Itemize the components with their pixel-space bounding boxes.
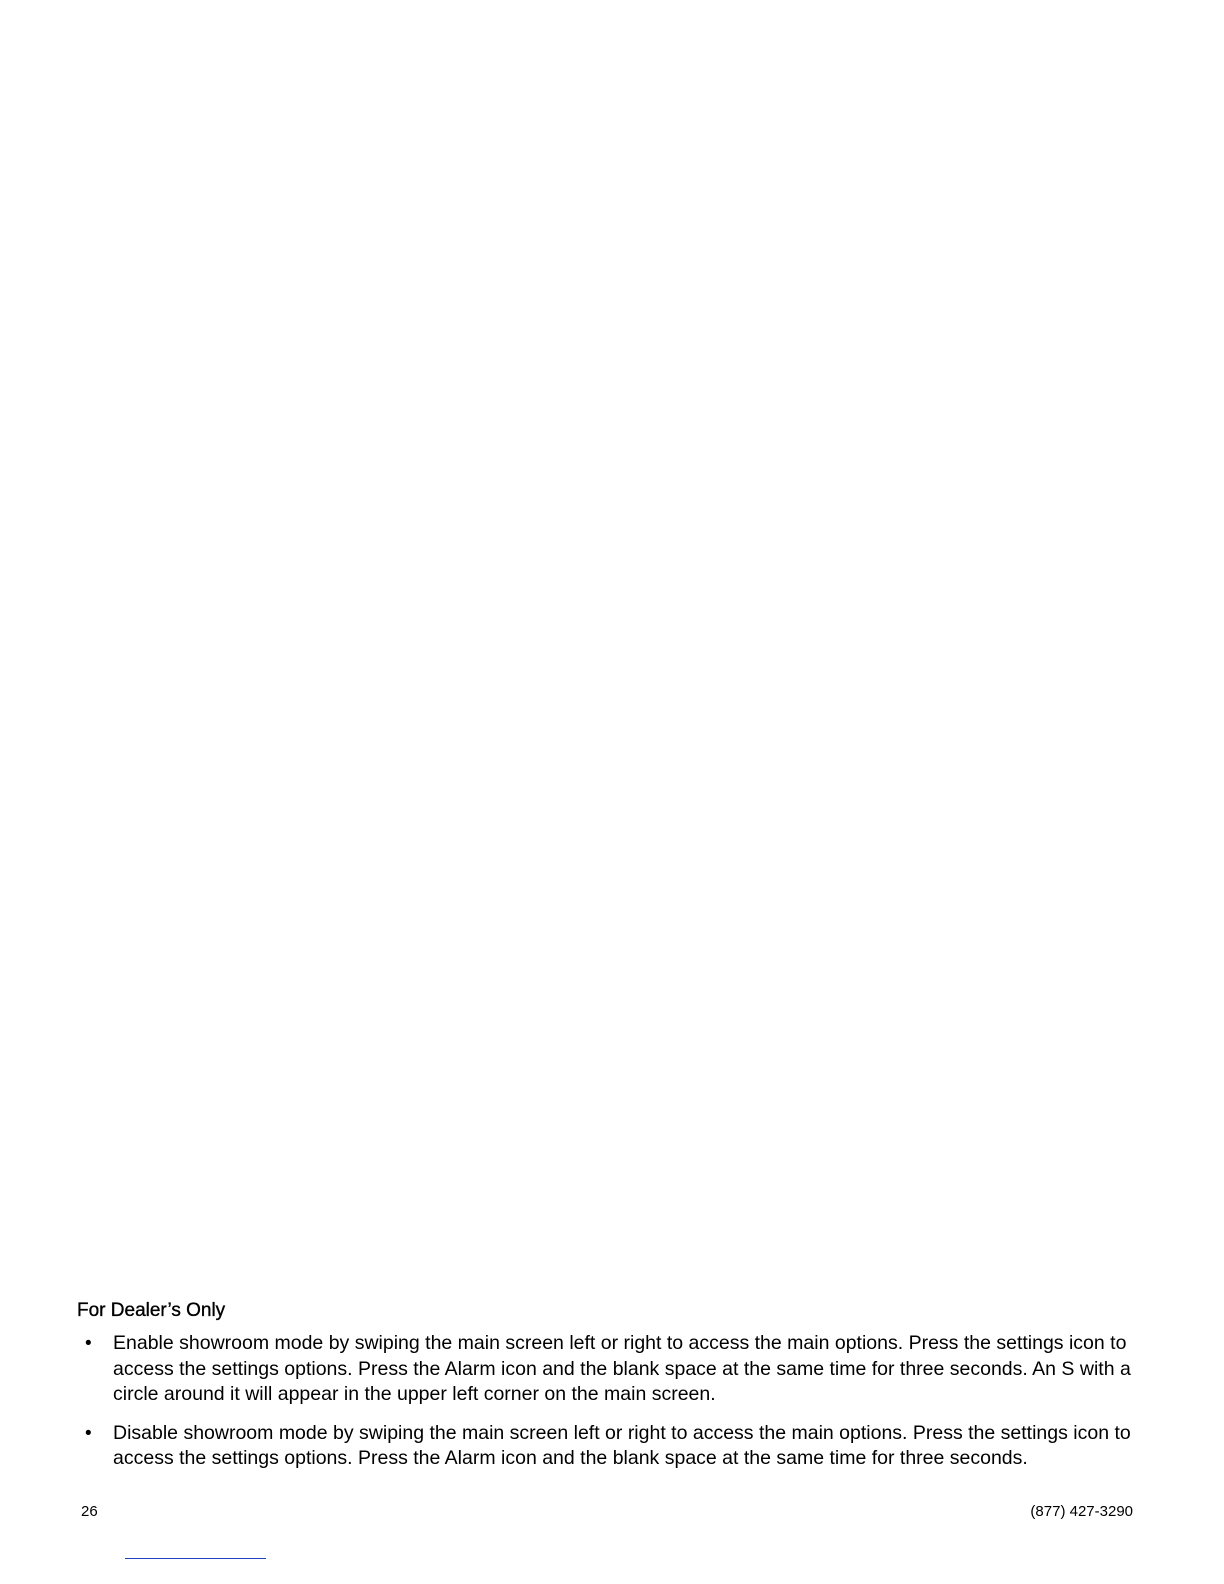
bullet-icon: • [85, 1422, 92, 1444]
page-number: 26 [81, 1503, 98, 1520]
list-item-text: Disable showroom mode by swiping the main screen left or right to access the main options. Press the settings icon to access the settings options. Press the Alarm icon and the blank space at the same time for three seconds. [113, 1421, 1131, 1470]
footer-phone: (877) 427-3290 [1030, 1503, 1133, 1520]
list-item-disable-showroom [77, 1421, 1137, 1472]
footer-divider [125, 1558, 266, 1559]
list-item-text: Enable showroom mode by swiping the main screen left or right to access the main options. Press the settings icon to access the settings options. Press the Alarm icon and the blank space at the same time for three seconds. An S with a circle around it will appear in the upper left corner on the main screen. [113, 1332, 1131, 1406]
instruction-list [77, 1331, 1137, 1485]
list-item-enable-showroom [77, 1331, 1137, 1408]
section-heading: For Dealer’s Only [77, 1300, 226, 1321]
bullet-icon: • [85, 1333, 92, 1354]
